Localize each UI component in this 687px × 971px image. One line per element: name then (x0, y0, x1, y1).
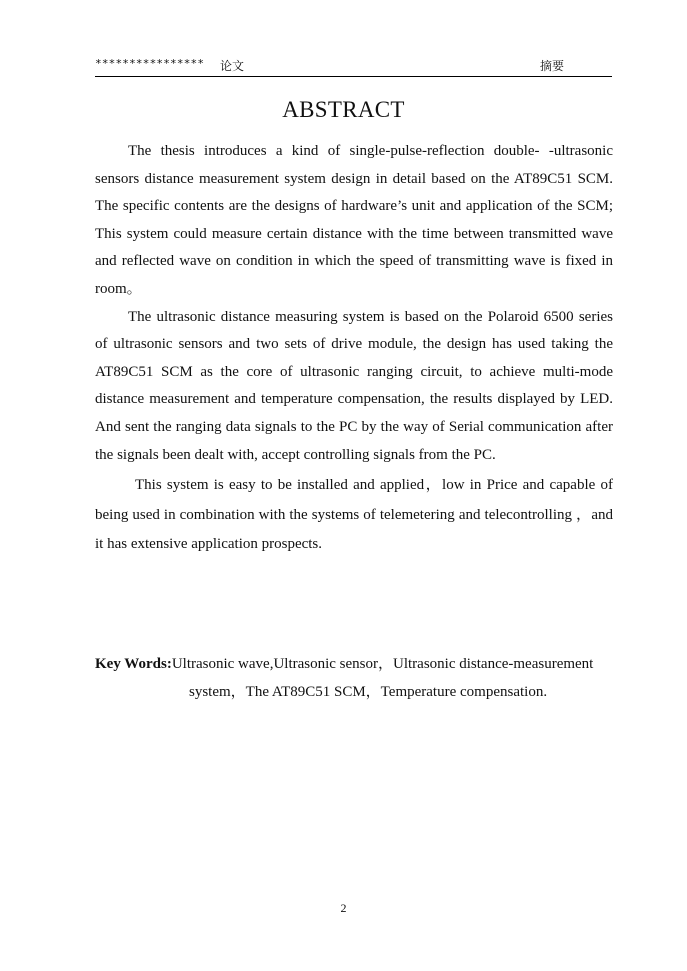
header-divider (95, 76, 612, 77)
header-paper-label: 论文 (220, 59, 245, 73)
page-title: ABSTRACT (282, 97, 405, 122)
header-stars: **************** (95, 57, 205, 70)
header-section-label: 摘要 (539, 59, 564, 73)
abstract-paragraph: The ultrasonic distance measuring system is based on the Polaroid 6500 series of ultrasonic sensors and two sets of drive module, the design has used taking the AT89C51 SCM as the core of ultrasonic ranging circuit, to achieve multi-mode distance measurement and temperature compensation, the results displayed by LED. And sent the ranging data signals to the PC by the way of Serial communication after the signals been dealt with, accept controlling signals from the PC. (95, 308, 613, 463)
page-number: 2 (340, 901, 347, 915)
abstract-paragraph: The thesis introduces a kind of single-pulse-reflection double- -ultrasonic sensors distance measurement system design in detail based on the AT89C51 SCM. The specific contents are the designs of hardware’s unit and application of the SCM; This system could measure certain distance with the time between transmitted wave and reflected wave on condition in which the speed of transmitting wave is fixed in room。 (95, 143, 613, 297)
page-header (95, 57, 612, 75)
abstract-paragraph: This system is easy to be installed and applied，low in Price and capable of being used in combination with the systems of telemetering and telecontrolling ，and it has extensive application prospects. (95, 477, 613, 553)
keywords-line-2: system，The AT89C51 SCM，Temperature compensation. (189, 684, 548, 700)
keywords-block (95, 650, 613, 706)
keywords-label: Key Words: (95, 656, 172, 672)
keywords-line-1: Ultrasonic wave,Ultrasonic sensor，Ultrasonic distance-measurement (171, 656, 594, 672)
abstract-body (95, 138, 613, 560)
